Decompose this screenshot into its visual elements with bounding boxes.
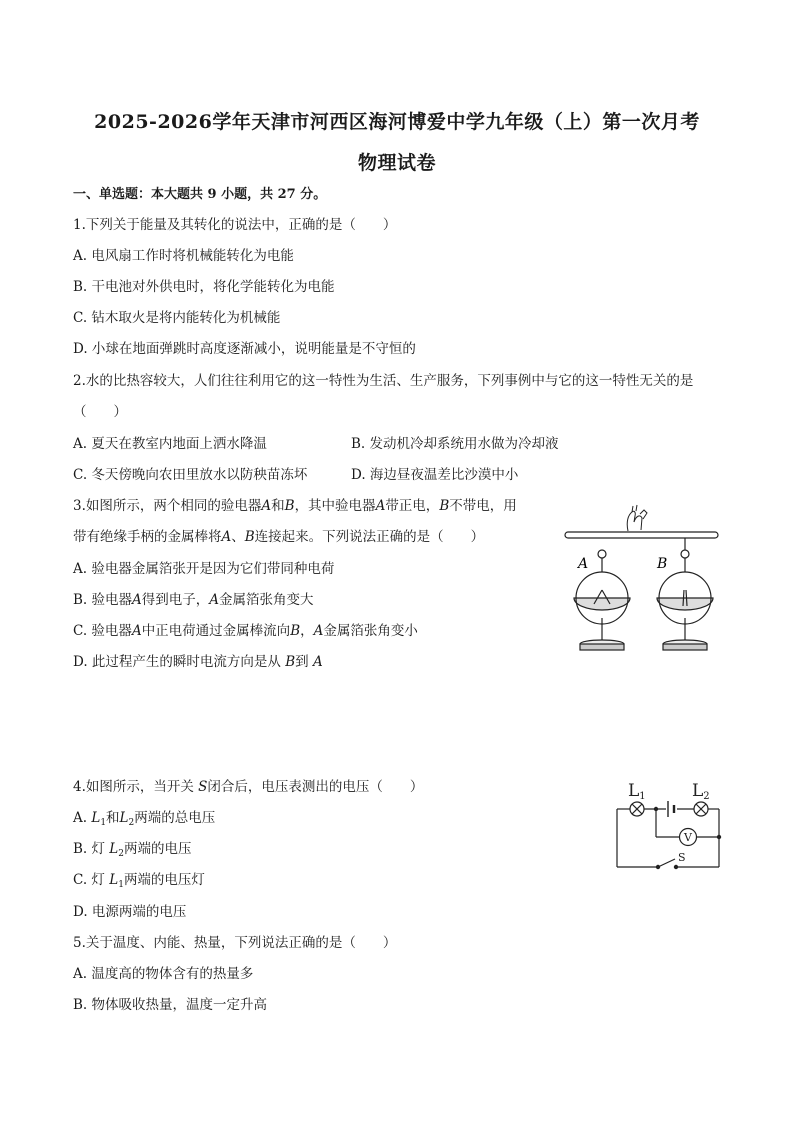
q5-option-b: B. 物体吸收热量，温度一定升高: [73, 997, 268, 1013]
q3-option-a: A. 验电器金属箔张开是因为它们带同种电荷: [73, 561, 335, 577]
q4-option-c: C. 灯 $L_1$两端的电压灯: [73, 872, 205, 890]
q1-option-c: C. 钻木取火是将内能转化为机械能: [73, 310, 281, 326]
q5-stem: 5.关于温度、内能、热量，下列说法正确的是（ ）: [73, 935, 397, 951]
q4-stem: 4.如图所示，当开关 S闭合后，电压表测出的电压（ ）: [73, 779, 424, 795]
q5-option-a: A. 温度高的物体含有的热量多: [73, 966, 254, 982]
q1-option-b: B. 干电池对外供电时，将化学能转化为电能: [73, 279, 335, 295]
q3-option-d: D. 此过程产生的瞬时电流方向是从 B到 A: [73, 654, 323, 670]
q2-option-a: A. 夏天在教室内地面上洒水降温: [73, 436, 267, 452]
lamp-l2-icon: [694, 802, 708, 816]
q1-option-a: A. 电风扇工作时将机械能转化为电能: [73, 248, 294, 264]
q3-option-c: C. 验电器A中正电荷通过金属棒流向B，A金属箔张角变小: [73, 623, 418, 639]
circuit-figure: [612, 775, 727, 875]
label-b: B: [657, 556, 668, 572]
lamp-l1-icon: [630, 802, 644, 816]
q4-option-b: B. 灯 $L_2$两端的电压: [73, 841, 192, 859]
q2-option-d: D. 海边昼夜温差比沙漠中小: [351, 467, 519, 483]
q2-stem-paren: （ ）: [73, 404, 127, 420]
page-title: 2025-2026学年天津市河西区海河博爱中学九年级（上）第一次月考: [94, 111, 700, 133]
page-subtitle: 物理试卷: [357, 152, 436, 174]
q3-stem: 3.如图所示，两个相同的验电器A和B，其中验电器A带正电，B不带电，用: [73, 498, 517, 514]
q3-option-b: B. 验电器A得到电子，A金属箔张角变大: [73, 592, 314, 608]
electroscope-b: [657, 538, 713, 650]
q3-stem-cont: 带有绝缘手柄的金属棒将A、B连接起来。下列说法正确的是（ ）: [73, 529, 485, 545]
label-l2: L2: [692, 781, 710, 802]
q2-option-c: C. 冬天傍晚向农田里放水以防秧苗冻坏: [73, 467, 308, 483]
metal-rod: [565, 532, 718, 538]
label-l1: L1: [628, 781, 646, 802]
q2-option-b: B. 发动机冷却系统用水做为冷却液: [351, 436, 559, 452]
q4-option-d: D. 电源两端的电压: [73, 904, 187, 920]
q1-option-d: D. 小球在地面弹跳时高度逐渐减小，说明能量是不守恒的: [73, 341, 416, 357]
voltmeter-label: V: [684, 831, 692, 844]
electroscope-figure: [560, 498, 725, 658]
switch-lever: [658, 859, 675, 867]
q2-stem: 2.水的比热容较大，人们往往利用它的这一特性为生活、生产服务，下列事例中与它的这一特性无关的是: [73, 373, 694, 389]
q4-option-a: A. $L_1$和$L_2$两端的总电压: [73, 810, 216, 828]
hand-icon: [627, 505, 647, 531]
switch-label: S: [678, 851, 686, 864]
section-heading: 一、单选题：本大题共 9 小题，共 27 分。: [73, 187, 327, 202]
q1-stem: 1.下列关于能量及其转化的说法中，正确的是（ ）: [73, 217, 397, 233]
label-a: A: [578, 556, 589, 572]
